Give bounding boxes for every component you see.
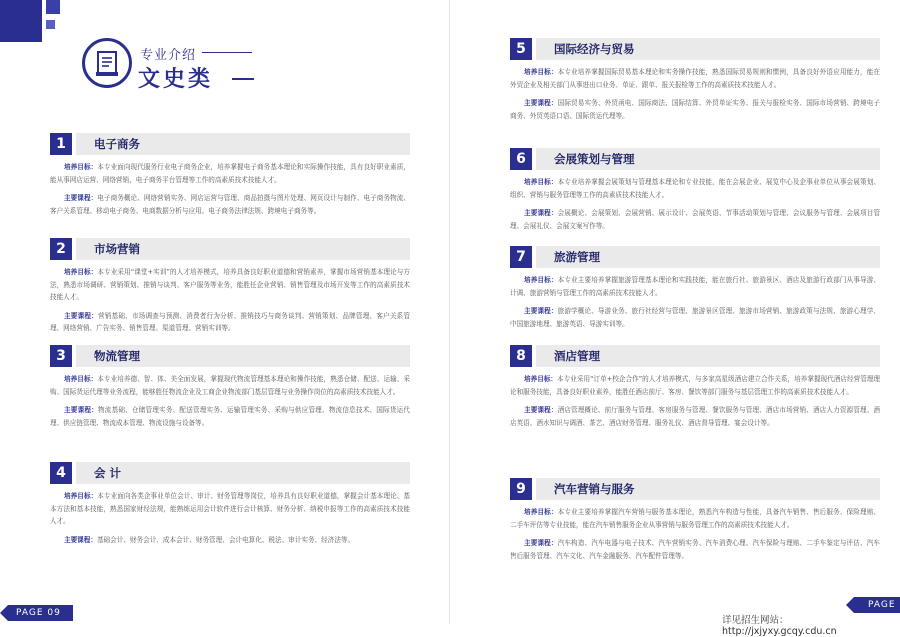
paragraph-text: 本专业面向现代服务行业电子商务企业，培养掌握电子商务基本理论和实际操作技能，具有良好职业素质，能从事网店运营、网络营销、电子商务平台管理等工作的高素质技术技能人才。: [50, 163, 411, 184]
section-body: [50, 155, 410, 217]
section-number: 9: [510, 478, 532, 500]
paragraph-text: 本专业采用“课堂+实训”的人才培养模式，培养具备良好职业道德和营销素养，掌握市场营销基本理论与方法，熟悉市场调研、营销策划、推销与谈判、客户服务等业务，能胜任企业营销、销售管理及市场开发等工作的高素质技术技能人才。: [50, 268, 411, 301]
section-title: 电子商务: [94, 137, 140, 151]
paragraph-label: 培养目标：: [524, 178, 558, 186]
section: [510, 38, 880, 128]
section-number: 5: [510, 38, 532, 60]
section-number: 3: [50, 345, 72, 367]
section-paragraph: [510, 207, 880, 232]
section-header: [50, 462, 410, 484]
section-bar: [76, 462, 410, 484]
paragraph-label: 主要课程：: [64, 194, 98, 202]
section-paragraph: [50, 192, 410, 217]
paragraph-label: 主要课程：: [524, 307, 558, 315]
corner-square-small: [46, 0, 60, 14]
section: [50, 462, 410, 552]
section-header: [510, 246, 880, 268]
section-paragraph: [510, 537, 880, 562]
section-paragraph: [510, 97, 880, 122]
section-title: 酒店管理: [554, 349, 600, 363]
section-paragraph: [50, 266, 410, 304]
header-line: [202, 52, 252, 53]
section-paragraph: [50, 373, 410, 398]
paragraph-label: 培养目标：: [524, 375, 558, 383]
paragraph-text: 国际贸易实务、外贸函电、国际商法、国际结算、外贸单证实务、报关与报检实务、国际市场营销、跨境电子商务、外贸英语口语、国际货运代理等。: [510, 99, 881, 120]
section-number: 8: [510, 345, 532, 367]
paragraph-label: 培养目标：: [64, 268, 98, 276]
section-number: 1: [50, 133, 72, 155]
section-header: [510, 478, 880, 500]
paragraph-text: 基础会计、财务会计、成本会计、财务管理、会计电算化、税法、审计实务、经济法等。: [96, 535, 355, 544]
section-number: 2: [50, 238, 72, 260]
section-header: [510, 345, 880, 367]
corner-square-large: [0, 0, 42, 42]
document-icon: [82, 38, 132, 88]
paragraph-label: 主要课程：: [524, 209, 558, 217]
paragraph-text: 汽车构造、汽车电器与电子技术、汽车营销实务、汽车消费心理、汽车保险与理赔、二手车鉴定与评估、汽车售后服务管理、汽车文化、汽车金融服务、汽车配件管理等。: [510, 539, 881, 560]
paragraph-text: 本专业主要培养掌握旅游管理基本理论和实践技能，能在旅行社、旅游景区、酒店及旅游行政部门从事导游、计调、旅游营销与管理工作的高素质技术技能人才。: [510, 276, 881, 297]
section-header: [510, 38, 880, 60]
section-number: 7: [510, 246, 532, 268]
section: [50, 345, 410, 435]
page-fold: [449, 0, 450, 624]
section-title: 会 计: [94, 466, 122, 480]
right-page: [450, 0, 900, 637]
section: [510, 478, 880, 568]
paragraph-label: 培养目标：: [524, 508, 558, 516]
section-body: [50, 367, 410, 429]
paragraph-text: 酒店管理概论、前厅服务与管理、客房服务与管理、餐饮服务与管理、酒店市场营销、酒店人力资源管理、酒店英语、酒水知识与调酒、茶艺、酒店财务管理、服务礼仪、酒店督导管理、宴会设计等。: [510, 406, 881, 427]
paragraph-text: 本专业培养掌握会展策划与管理基本理论和专业技能，能在会展企业、展览中心及企事业单位从事会展策划、组织、营销与服务管理等工作的高素质技术技能人才。: [510, 178, 881, 199]
section-title: 汽车营销与服务: [554, 482, 635, 496]
paragraph-label: 培养目标：: [64, 492, 98, 500]
paragraph-text: 本专业面向各类企事业单位会计、审计、财务管理等岗位，培养具有良好职业道德，掌握会计基本理论、基本方法和基本技能，熟悉国家财经法规，能熟练运用会计软件进行会计核算、财务分析、纳税申报等工作的高素质技术技能人才。: [50, 492, 411, 525]
paragraph-label: 培养目标：: [64, 163, 98, 171]
section: [510, 148, 880, 238]
section-body: [510, 170, 880, 232]
corner-square-tiny: [46, 20, 55, 29]
section-title: 会展策划与管理: [554, 152, 635, 166]
section-number: 4: [50, 462, 72, 484]
section-header: [50, 133, 410, 155]
section: [50, 238, 410, 341]
page-title: 文史类: [138, 67, 214, 92]
left-page: [0, 0, 450, 624]
section: [510, 246, 880, 336]
section-body: [510, 60, 880, 122]
paragraph-label: 主要课程：: [64, 535, 97, 544]
section-title: 国际经济与贸易: [554, 42, 635, 56]
header-line: [232, 78, 254, 80]
paragraph-label: 主要课程：: [524, 99, 558, 107]
paragraph-label: 培养目标：: [64, 375, 98, 383]
section-paragraph: [510, 404, 880, 429]
section-paragraph: [510, 274, 880, 299]
paragraph-text: 营销基础、市场调查与预测、消费者行为分析、推销技巧与商务谈判、营销策划、品牌管理、客户关系管理、网络营销、广告实务、销售管理、渠道管理、营销实训等。: [50, 311, 411, 332]
section-title: 物流管理: [94, 349, 140, 363]
section-body: [510, 367, 880, 429]
paragraph-label: 主要课程：: [64, 406, 98, 414]
page-number-left: PAGE 09: [8, 605, 73, 621]
paragraph-label: 培养目标：: [524, 276, 558, 284]
section-body: [50, 260, 410, 335]
section-header: [50, 345, 410, 367]
section-body: [510, 268, 880, 330]
section-paragraph: [510, 305, 880, 330]
paragraph-label: 培养目标：: [524, 68, 558, 76]
section-title: 市场营销: [94, 242, 140, 256]
section-paragraph: [50, 534, 410, 547]
section-paragraph: [510, 176, 880, 201]
page-number-right: PAGE 10: [854, 597, 900, 613]
paragraph-text: 旅游学概论、导游业务、旅行社经营与管理、旅游景区管理、旅游市场营销、旅游政策与法规、旅游心理学、中国旅游地理、旅游英语、导游实训等。: [510, 307, 881, 328]
section-paragraph: [50, 490, 410, 528]
paragraph-text: 会展概论、会展策划、会展营销、展示设计、会展英语、节事活动策划与管理、会议服务与管理、会展项目管理、会展礼仪、会展文案写作等。: [510, 209, 881, 230]
section-title: 旅游管理: [554, 250, 600, 264]
website-link[interactable]: 详见招生网站：http://jxjyxy.gcqy.cdu.cn: [722, 615, 837, 637]
paragraph-text: 电子商务概论、网络营销实务、网店运营与管理、商品拍摄与图片处理、网页设计与制作、电子商务物流、客户关系管理、移动电子商务、电商数据分析与应用、电子商务法律法规、跨境电子商务等。: [50, 194, 411, 215]
paragraph-text: 本专业培养掌握国际贸易基本理论和实务操作技能，熟悉国际贸易规则和惯例，具备良好外语应用能力，能在外贸企业及相关部门从事进出口业务、单证、跟单、报关报检等工作的高素质技术技能人才。: [510, 68, 881, 89]
section-paragraph: [510, 66, 880, 91]
paragraph-text: 物流基础、仓储管理实务、配送管理实务、运输管理实务、采购与供应管理、物流信息技术、国际货运代理、供应链管理、物流成本管理、物流设施与设备等。: [50, 406, 411, 427]
paragraph-label: 主要课程：: [64, 311, 98, 320]
section: [50, 133, 410, 223]
section-paragraph: [50, 310, 410, 335]
section-paragraph: [510, 506, 880, 531]
paragraph-text: 本专业采用“订单+校企合作”的人才培养模式，与多家高星级酒店建立合作关系，培养掌握现代酒店经营管理理论和服务技能，具备良好职业素养，能胜任酒店前厅、客房、餐饮等部门服务与基层管理工作的高素质技术技能人才。: [510, 375, 881, 396]
paragraph-label: 主要课程：: [524, 539, 558, 547]
section-paragraph: [510, 373, 880, 398]
section-paragraph: [50, 161, 410, 186]
section-paragraph: [50, 404, 410, 429]
paragraph-label: 主要课程：: [524, 406, 558, 414]
section-body: [50, 484, 410, 546]
header-subtitle: 专业介绍: [140, 48, 197, 63]
section-header: [50, 238, 410, 260]
paragraph-text: 本专业培养德、智、体、美全面发展，掌握现代物流管理基本理论和操作技能，熟悉仓储、配送、运输、采购、国际货运代理等业务流程，能够胜任物流企业及工商企业物流部门基层管理与业务操作岗位的高素质技术技能人才。: [50, 375, 411, 396]
section-header: [510, 148, 880, 170]
section-number: 6: [510, 148, 532, 170]
section: [510, 345, 880, 435]
section-body: [510, 500, 880, 562]
paragraph-text: 本专业主要培养掌握汽车营销与服务基本理论，熟悉汽车构造与性能，具备汽车销售、售后服务、保险理赔、二手车评估等专业技能，能在汽车销售服务企业从事营销与服务管理工作的高素质技术技能人才。: [510, 508, 881, 529]
